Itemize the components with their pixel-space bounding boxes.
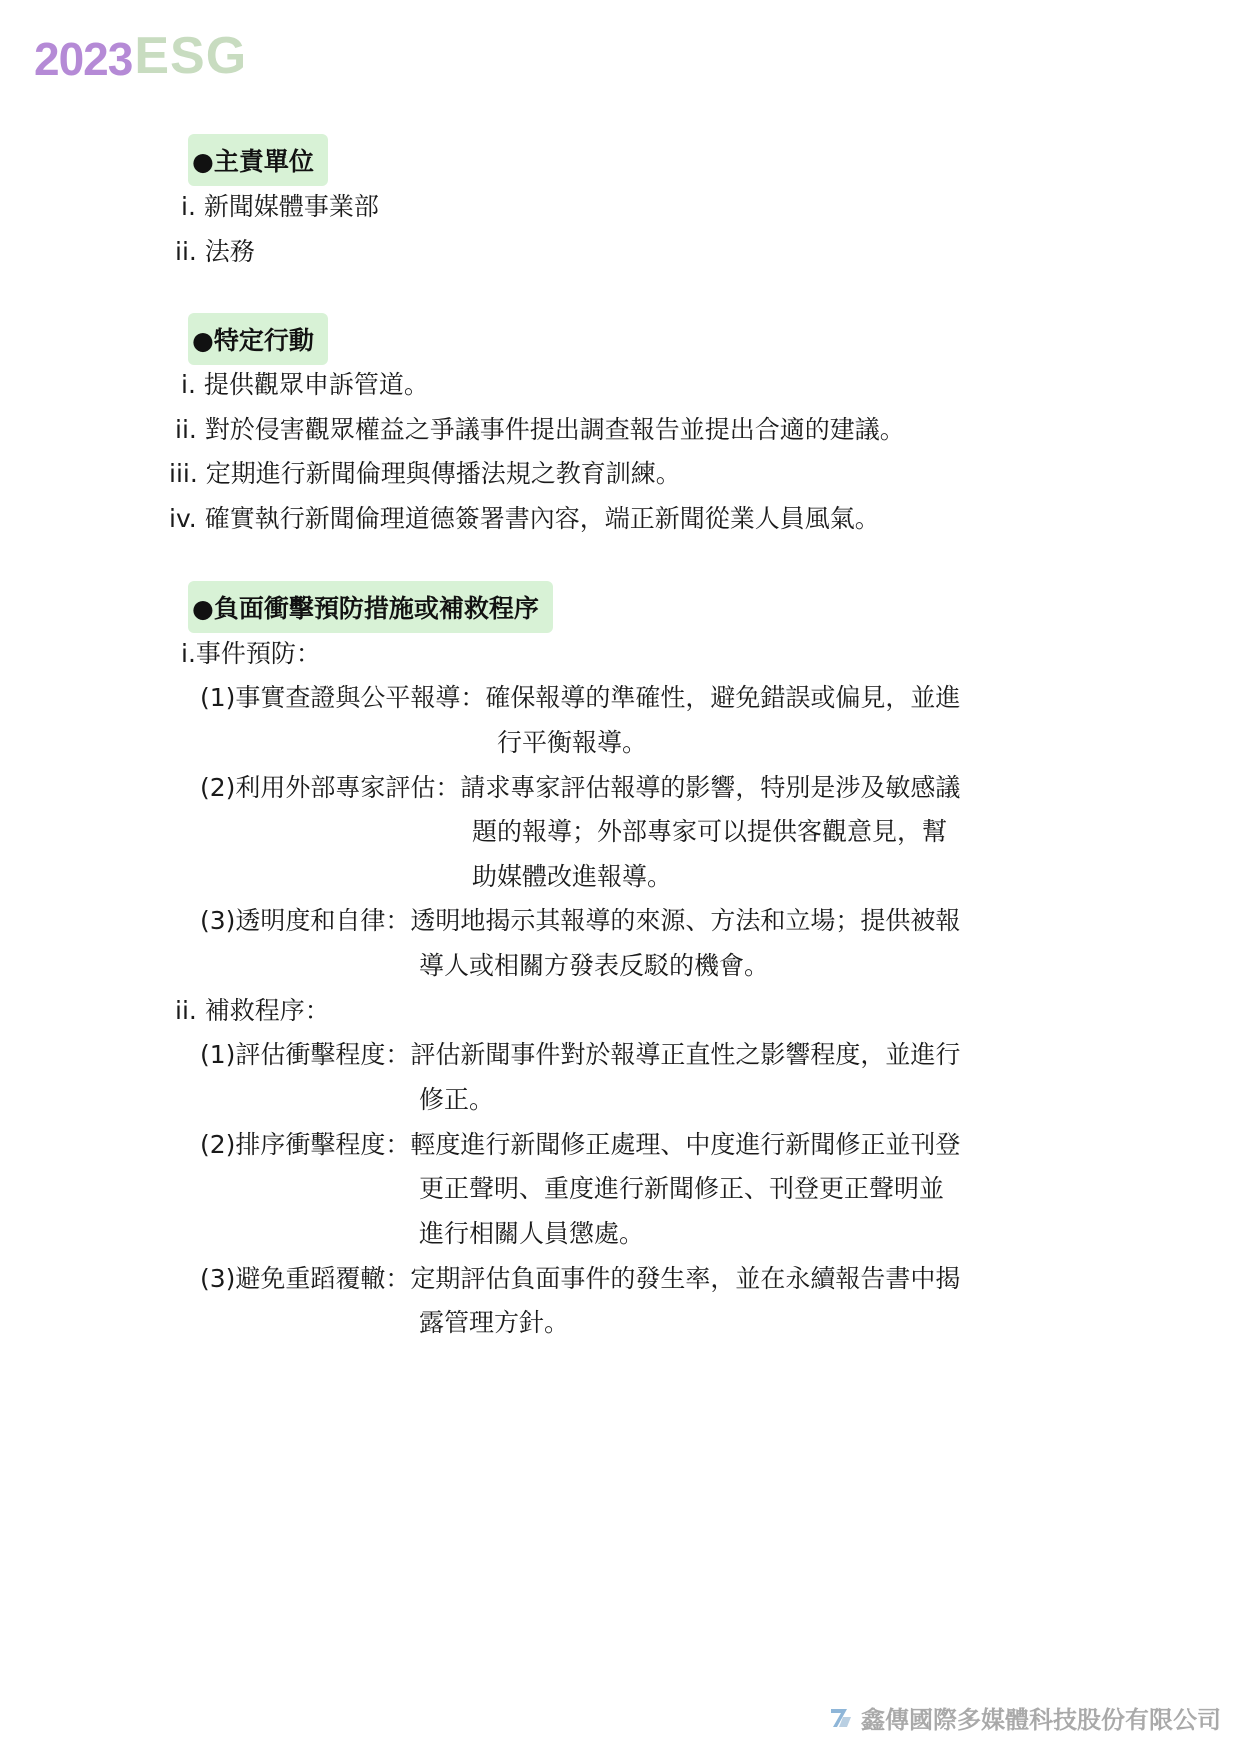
list-item: ii. 法務 [175,237,255,266]
sub-heading-remedy: ii. 補救程序： [175,996,330,1025]
esg-report-logo [34,22,248,85]
footer-company-name: 鑫傳國際多媒體科技股份有限公司 [861,1706,1221,1734]
logo-year: 2023 [34,33,133,85]
list-item: (2)利用外部專家評估：請求專家評估報導的影響，特別是涉及敏感議 [200,773,961,802]
list-item: iv. 確實執行新聞倫理道德簽署書內容，端正新聞從業人員風氣。 [169,504,880,533]
list-item-continuation: 題的報導；外部專家可以提供客觀意見，幫 [472,817,948,846]
list-item: i. 提供觀眾申訴管道。 [181,370,429,399]
list-item-continuation: 行平衡報導。 [497,728,648,757]
list-item: (3)避免重蹈覆轍：定期評估負面事件的發生率，並在永續報告書中揭 [200,1264,961,1293]
section-heading-specific-actions: ●特定行動 [188,313,328,365]
footer-company [827,1700,1221,1735]
sub-heading-prevention: i.事件預防： [181,639,321,668]
list-item: (1)事實查證與公平報導：確保報導的準確性，避免錯誤或偏見，並進 [200,683,961,712]
list-item: i. 新聞媒體事業部 [181,192,379,221]
list-item: iii. 定期進行新聞倫理與傳播法規之教育訓練。 [169,459,681,488]
section-heading-responsible-unit: ●主責單位 [188,134,328,186]
section-heading-prevention-remedy: ●負面衝擊預防措施或補救程序 [188,581,553,633]
list-item: (2)排序衝擊程度：輕度進行新聞修正處理、中度進行新聞修正並刊登 [200,1130,961,1159]
list-item: (3)透明度和自律：透明地揭示其報導的來源、方法和立場；提供被報 [200,906,961,935]
list-item-continuation: 進行相關人員懲處。 [419,1219,645,1248]
list-item-continuation: 助媒體改進報導。 [472,862,673,891]
list-item-continuation: 更正聲明、重度進行新聞修正、刊登更正聲明並 [419,1174,945,1203]
list-item: ii. 對於侵害觀眾權益之爭議事件提出調查報告並提出合適的建議。 [175,415,905,444]
list-item-continuation: 導人或相關方發表反駁的機會。 [419,951,770,980]
list-item: (1)評估衝擊程度：評估新聞事件對於報導正直性之影響程度，並進行 [200,1040,961,1069]
company-logo-icon [827,1705,855,1731]
list-item-continuation: 露管理方針。 [419,1308,570,1337]
logo-esg-text: ESG [134,27,248,85]
list-item-continuation: 修正。 [419,1085,495,1114]
